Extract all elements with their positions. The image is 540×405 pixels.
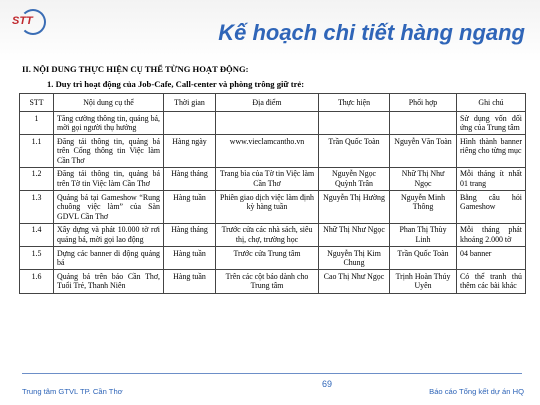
table-cell: Nguyễn Minh Thông xyxy=(390,191,457,224)
table-cell: Mỗi tháng phát khoảng 2.000 tờ xyxy=(457,223,526,246)
table-cell: Đăng tải thông tin, quảng bá trên Tờ tin Việc làm Cần Thơ xyxy=(54,167,164,190)
table-cell: 1.5 xyxy=(20,247,54,270)
logo-text: STT xyxy=(12,15,33,27)
table-row xyxy=(20,112,526,135)
column-header: Phối hợp xyxy=(390,94,457,112)
table-cell: Nguyễn Văn Toàn xyxy=(390,135,457,168)
page-number: 69 xyxy=(322,379,333,389)
table-cell xyxy=(164,112,216,135)
column-header: STT xyxy=(20,94,54,112)
table-cell: Hình thành banner riêng cho từng mục xyxy=(457,135,526,168)
table-cell: Mỗi tháng ít nhất 01 trang xyxy=(457,167,526,190)
footer-report-title: Báo cáo Tổng kết dự án HQ xyxy=(429,387,524,396)
table-row xyxy=(20,191,526,224)
column-header: Ghi chú xyxy=(457,94,526,112)
table-cell: Quảng bá trên báo Cần Thơ, Tuổi Trẻ, Thanh Niên xyxy=(54,270,164,293)
table-cell: Nhữ Thị Như Ngọc xyxy=(319,223,390,246)
table-row xyxy=(20,270,526,293)
table-cell: Sử dụng vốn đối ứng của Trung tâm xyxy=(457,112,526,135)
table-cell xyxy=(216,112,319,135)
table-row xyxy=(20,247,526,270)
column-header: Thời gian xyxy=(164,94,216,112)
logo xyxy=(12,7,48,35)
table-cell: 1.2 xyxy=(20,167,54,190)
table-cell: Trước cửa các nhà sách, siêu thị, chợ, trường học xyxy=(216,223,319,246)
table-cell: Nguyễn Thị Kim Chung xyxy=(319,247,390,270)
table-cell: www.vieclamcantho.vn xyxy=(216,135,319,168)
table-cell xyxy=(390,112,457,135)
table-cell: 04 banner xyxy=(457,247,526,270)
table-cell: Hàng tháng xyxy=(164,167,216,190)
table-cell: Nguyễn Ngọc Quỳnh Trân xyxy=(319,167,390,190)
table-row xyxy=(20,223,526,246)
section-heading: II. NỘI DUNG THỰC HIỆN CỤ THỂ TỪNG HOẠT ĐỘNG: xyxy=(22,64,249,74)
table-cell: Hàng tháng xyxy=(164,223,216,246)
table-cell: Hàng ngày xyxy=(164,135,216,168)
column-header: Nội dung cụ thể xyxy=(54,94,164,112)
table-cell: 1.4 xyxy=(20,223,54,246)
table-cell: Đăng tải thông tin, quảng bá trên Cổng thông tin Việc làm Cần Thơ xyxy=(54,135,164,168)
table-cell: Trên các cột báo dành cho Trung tâm xyxy=(216,270,319,293)
plan-table xyxy=(19,93,526,294)
table-cell: Trần Quốc Toàn xyxy=(390,247,457,270)
plan-table-wrapper xyxy=(19,93,525,294)
table-cell: Phiên giao dịch việc làm định kỳ hàng tuần xyxy=(216,191,319,224)
column-header: Thực hiện xyxy=(319,94,390,112)
footer-divider xyxy=(22,373,522,374)
table-cell: Hàng tuần xyxy=(164,191,216,224)
table-cell: Hàng tuần xyxy=(164,270,216,293)
table-cell: Xây dựng và phát 10.000 tờ rơi quảng bá, mời gọi lao động xyxy=(54,223,164,246)
slide-title: Kế hoạch chi tiết hàng ngang xyxy=(218,20,525,45)
table-row xyxy=(20,167,526,190)
table-cell: 1 xyxy=(20,112,54,135)
table-cell: 1.3 xyxy=(20,191,54,224)
table-cell: 1.6 xyxy=(20,270,54,293)
table-cell: Dựng các banner di động quảng bá xyxy=(54,247,164,270)
table-cell: Phan Thị Thùy Linh xyxy=(390,223,457,246)
table-cell: Có thể tranh thủ thêm các bài khác xyxy=(457,270,526,293)
table-cell: Trịnh Hoàn Thúy Uyên xyxy=(390,270,457,293)
table-cell: Nguyễn Thị Hường xyxy=(319,191,390,224)
table-cell: Trang bìa của Tờ tin Việc làm Cần Thơ xyxy=(216,167,319,190)
table-cell: 1.1 xyxy=(20,135,54,168)
table-cell: Cao Thị Như Ngọc xyxy=(319,270,390,293)
subsection-heading: 1. Duy trì hoạt động của Job-Cafe, Call-center và phòng trông giữ trẻ: xyxy=(47,79,305,89)
table-header-row xyxy=(20,94,526,112)
table-cell: Hàng tuần xyxy=(164,247,216,270)
table-cell: Tăng cường thông tin, quảng bá, mời gọi người thụ hưởng xyxy=(54,112,164,135)
table-cell: Trần Quốc Toàn xyxy=(319,135,390,168)
table-cell: Quảng bá tại Gameshow “Rung chuông việc làm” của Sàn GDVL Cần Thơ xyxy=(54,191,164,224)
table-row xyxy=(20,135,526,168)
table-cell xyxy=(319,112,390,135)
table-cell: Nhữ Thị Như Ngọc xyxy=(390,167,457,190)
table-cell: Trước cửa Trung tâm xyxy=(216,247,319,270)
footer-organization: Trung tâm GTVL TP. Cần Thơ xyxy=(22,387,123,396)
column-header: Địa điểm xyxy=(216,94,319,112)
table-cell: Bằng câu hỏi Gameshow xyxy=(457,191,526,224)
